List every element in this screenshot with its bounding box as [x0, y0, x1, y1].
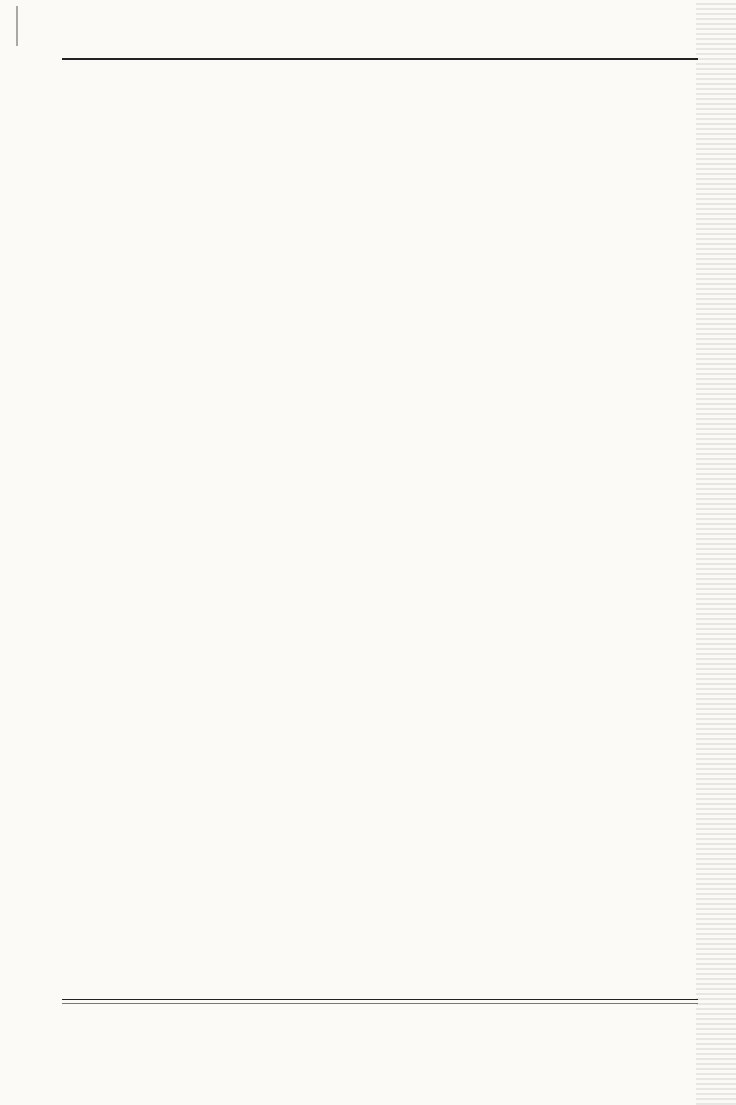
page-edge-shadow — [696, 0, 736, 1105]
header-rule — [62, 58, 698, 60]
running-header — [62, 34, 698, 58]
footnote-rule — [62, 999, 698, 1000]
margin-mark — [16, 6, 18, 46]
section-heading-line — [62, 80, 698, 104]
listing-body — [62, 72, 698, 105]
footnote-rule-thin — [62, 1003, 698, 1004]
